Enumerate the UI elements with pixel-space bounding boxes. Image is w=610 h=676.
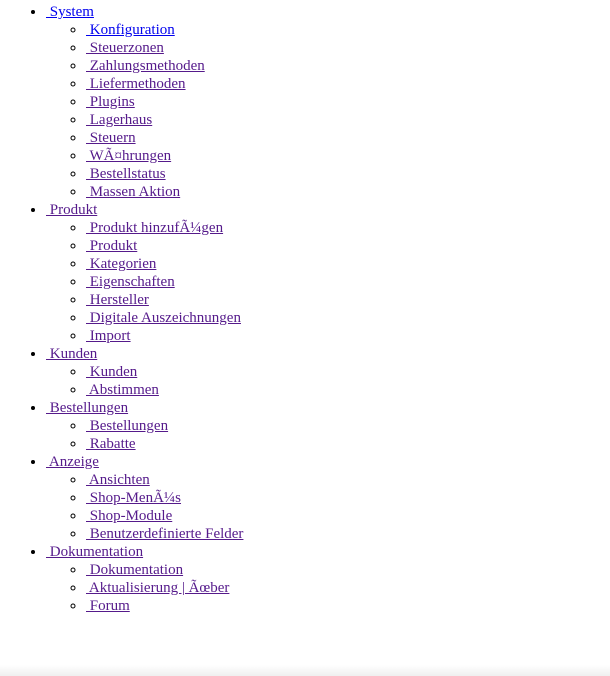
submenu-item: [86, 111, 610, 129]
submenu-link-konfiguration[interactable]: Konfiguration: [86, 22, 175, 38]
submenu-link-kategorien[interactable]: Kategorien: [86, 256, 157, 272]
submenu-item: [86, 381, 610, 399]
submenu-item: [86, 219, 610, 237]
menu-link-bestellungen[interactable]: Bestellungen: [46, 400, 129, 416]
submenu-link-eigenschaften[interactable]: Eigenschaften: [86, 274, 175, 290]
submenu-link-aktualisierung-ber[interactable]: Aktualisierung | Ãœber: [86, 580, 230, 596]
submenu-item: [86, 183, 610, 201]
submenu-item: [86, 147, 610, 165]
submenu-item: [86, 129, 610, 147]
submenu-item: [86, 57, 610, 75]
submenu-item: [86, 75, 610, 93]
submenu-link-steuerzonen[interactable]: Steuerzonen: [86, 40, 164, 56]
submenu-item: [86, 579, 610, 597]
menu-section-anzeige: [46, 453, 610, 543]
submenu-produkt: [46, 219, 610, 345]
submenu-item: [86, 597, 610, 615]
submenu-link-lagerhaus[interactable]: Lagerhaus: [86, 112, 153, 128]
submenu-link-rabatte[interactable]: Rabatte: [86, 436, 136, 452]
menu-link-system[interactable]: System: [46, 4, 94, 20]
menu-section-bestellungen: [46, 399, 610, 453]
submenu-link-abstimmen[interactable]: Abstimmen: [86, 382, 159, 398]
submenu-link-forum[interactable]: Forum: [86, 598, 130, 614]
submenu-item: [86, 309, 610, 327]
submenu-link-produkt[interactable]: Produkt: [86, 238, 138, 254]
submenu-bestellungen: [46, 417, 610, 453]
submenu-link-hersteller[interactable]: Hersteller: [86, 292, 149, 308]
submenu-item: [86, 507, 610, 525]
submenu-link-w-hrungen[interactable]: WÃ¤hrungen: [86, 148, 172, 164]
submenu-item: [86, 165, 610, 183]
submenu-item: [86, 291, 610, 309]
submenu-link-bestellungen[interactable]: Bestellungen: [86, 418, 169, 434]
menu-link-kunden[interactable]: Kunden: [46, 346, 98, 362]
submenu-item: [86, 327, 610, 345]
submenu-link-digitale-auszeichnungen[interactable]: Digitale Auszeichnungen: [86, 310, 241, 326]
menu-link-anzeige[interactable]: Anzeige: [46, 454, 99, 470]
submenu-item: [86, 525, 610, 543]
submenu-link-shop-men-s[interactable]: Shop-MenÃ¼s: [86, 490, 182, 506]
submenu-link-shop-module[interactable]: Shop-Module: [86, 508, 173, 524]
submenu-item: [86, 363, 610, 381]
submenu-link-plugins[interactable]: Plugins: [86, 94, 135, 110]
submenu-item: [86, 435, 610, 453]
menu-section-kunden: [46, 345, 610, 399]
submenu-item: [86, 561, 610, 579]
menu-link-dokumentation[interactable]: Dokumentation: [46, 544, 144, 560]
submenu-link-dokumentation[interactable]: Dokumentation: [86, 562, 184, 578]
submenu-link-import[interactable]: Import: [86, 328, 131, 344]
submenu-item: [86, 255, 610, 273]
submenu-dokumentation: [46, 561, 610, 615]
submenu-link-benutzerdefinierte-felder[interactable]: Benutzerdefinierte Felder: [86, 526, 244, 542]
submenu-item: [86, 93, 610, 111]
submenu-item: [86, 417, 610, 435]
menu-section-dokumentation: [46, 543, 610, 615]
main-menu: [0, 3, 610, 615]
submenu-item: [86, 237, 610, 255]
submenu-system: [46, 21, 610, 201]
submenu-link-steuern[interactable]: Steuern: [86, 130, 136, 146]
submenu-item: [86, 273, 610, 291]
submenu-link-bestellstatus[interactable]: Bestellstatus: [86, 166, 166, 182]
window-bottom-edge: [0, 665, 610, 676]
submenu-link-kunden[interactable]: Kunden: [86, 364, 138, 380]
submenu-kunden: [46, 363, 610, 399]
submenu-item: [86, 471, 610, 489]
menu-section-system: [46, 3, 610, 201]
menu-section-produkt: [46, 201, 610, 345]
submenu-anzeige: [46, 471, 610, 543]
submenu-item: [86, 39, 610, 57]
submenu-item: [86, 21, 610, 39]
submenu-item: [86, 489, 610, 507]
submenu-link-zahlungsmethoden[interactable]: Zahlungsmethoden: [86, 58, 205, 74]
submenu-link-produkt-hinzuf-gen[interactable]: Produkt hinzufÃ¼gen: [86, 220, 224, 236]
submenu-link-ansichten[interactable]: Ansichten: [86, 472, 150, 488]
submenu-link-massen-aktion[interactable]: Massen Aktion: [86, 184, 181, 200]
menu-link-produkt[interactable]: Produkt: [46, 202, 98, 218]
submenu-link-liefermethoden[interactable]: Liefermethoden: [86, 76, 186, 92]
